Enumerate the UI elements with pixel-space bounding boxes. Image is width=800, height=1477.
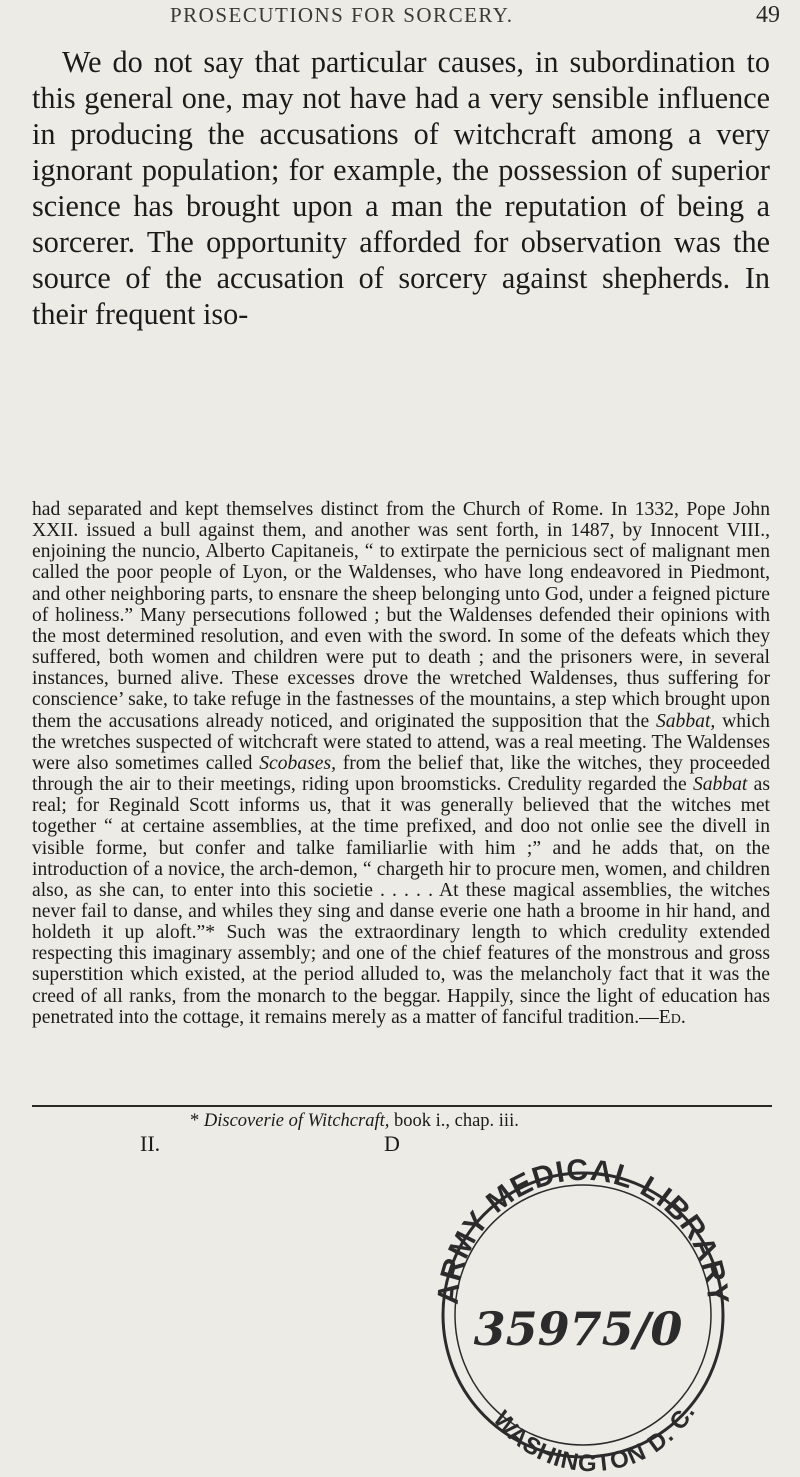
note-term-scobases: Scobases, [259,752,336,774]
footnote-rule [32,1105,772,1107]
lead-paragraph: We do not say that particular causes, in subordination to this general one, may not have had a very sensible influence in producing the accusations of witchcraft among a very ignorant population; for example, the possession of superior science has brought upon a man the reputation of being a sorcerer. The opportunity afforded for observation was the source of the accusation of sorcery against shepherds. In their frequent iso- [32,45,770,331]
footnote-title: Discoverie of Witchcraft, [203,1111,390,1131]
gathering-signature: D [384,1131,400,1156]
library-stamp [418,1155,748,1477]
note-text-2: which the wretches suspected of witchcraft were stated to attend, was a real meeting. The Waldenses were also sometimes called [32,710,770,774]
editor-initials: Ed. [658,1006,686,1028]
stamp-top-text: ARMY MEDICAL LIBRARY [431,1155,735,1306]
note-text-3: from the belief that, like the witches, they proceeded through the air to their meetings, riding upon broomsticks. Credulity regarded the [32,752,771,796]
stamp-bottom-text: WASHINGTON D. C. [487,1399,702,1477]
note-text-1: had separated and kept themselves distinct from the Church of Rome. In 1332, Pope John XXII. issued a bull against them, and another was sent forth, in 1487, by Innocent VIII., enjoining the nuncio, Alberto Capitaneis, “ to extirpate the pernicious sect of malignant men called the poor people of Lyon, or the Waldenses, who have long endeavored in Piedmont, and other neighboring parts, to ensnare the sheep belonging unto God, under a feigned picture of holiness.” Many persecutions followed ; but the Waldenses defended their opinions with the most determined resolution, and even with the sword. In some of the defeats which they suffered, both women and children were put to death ; and the prisoners were, in several instances, burned alive. These excesses drove the wretched Waldenses, thus suffering for conscience’ sake, to take refuge in the fastnesses of the mountains, a step which brought upon them the accusations already noticed, and originated the supposition that the [32,499,770,732]
running-title: PROSECUTIONS FOR SORCERY. [170,3,514,27]
volume-signature: II. [140,1131,161,1156]
note-term-sabbat-2: Sabbat [692,774,748,796]
footnote-rest: book i., chap. iii. [389,1111,519,1131]
footnote [190,1110,750,1132]
note-term-sabbat: Sabbat, [655,710,716,732]
running-head [150,2,780,29]
note-text-4: as real; for Reginald Scott informs us, that it was generally believed that the witches met together “ at certaine assemblies, at the time prefixed, and doo not onlie see the divell in visible forme, but confer and talke familiarlie with him ;” and he adds that, on the introduction of a novice, the arch-demon, “ chargeth hir to procure men, women, and children also, as she can, to enter into this societie . . . . . At these magical assemblies, the witches never fail to danse, and whiles they sing and danse everie one hath a broome in hir hand, and holdeth it up aloft.”* Such was the extraordinary length to which credulity extended respecting this imaginary assembly; and one of the chief features of the monstrous and gross superstition which existed, at the period alluded to, was the melancholy fact that it was the creed of all ranks, from the monarch to the beggar. Happily, since the light of education has penetrated into the cottage, it remains merely as a matter of fanciful tradition.— [32,774,770,1028]
footnote-marker: * [190,1111,204,1131]
editor-note [32,499,770,1028]
page-number: 49 [756,2,780,28]
stamp-number: 35975/0 [473,1302,683,1356]
